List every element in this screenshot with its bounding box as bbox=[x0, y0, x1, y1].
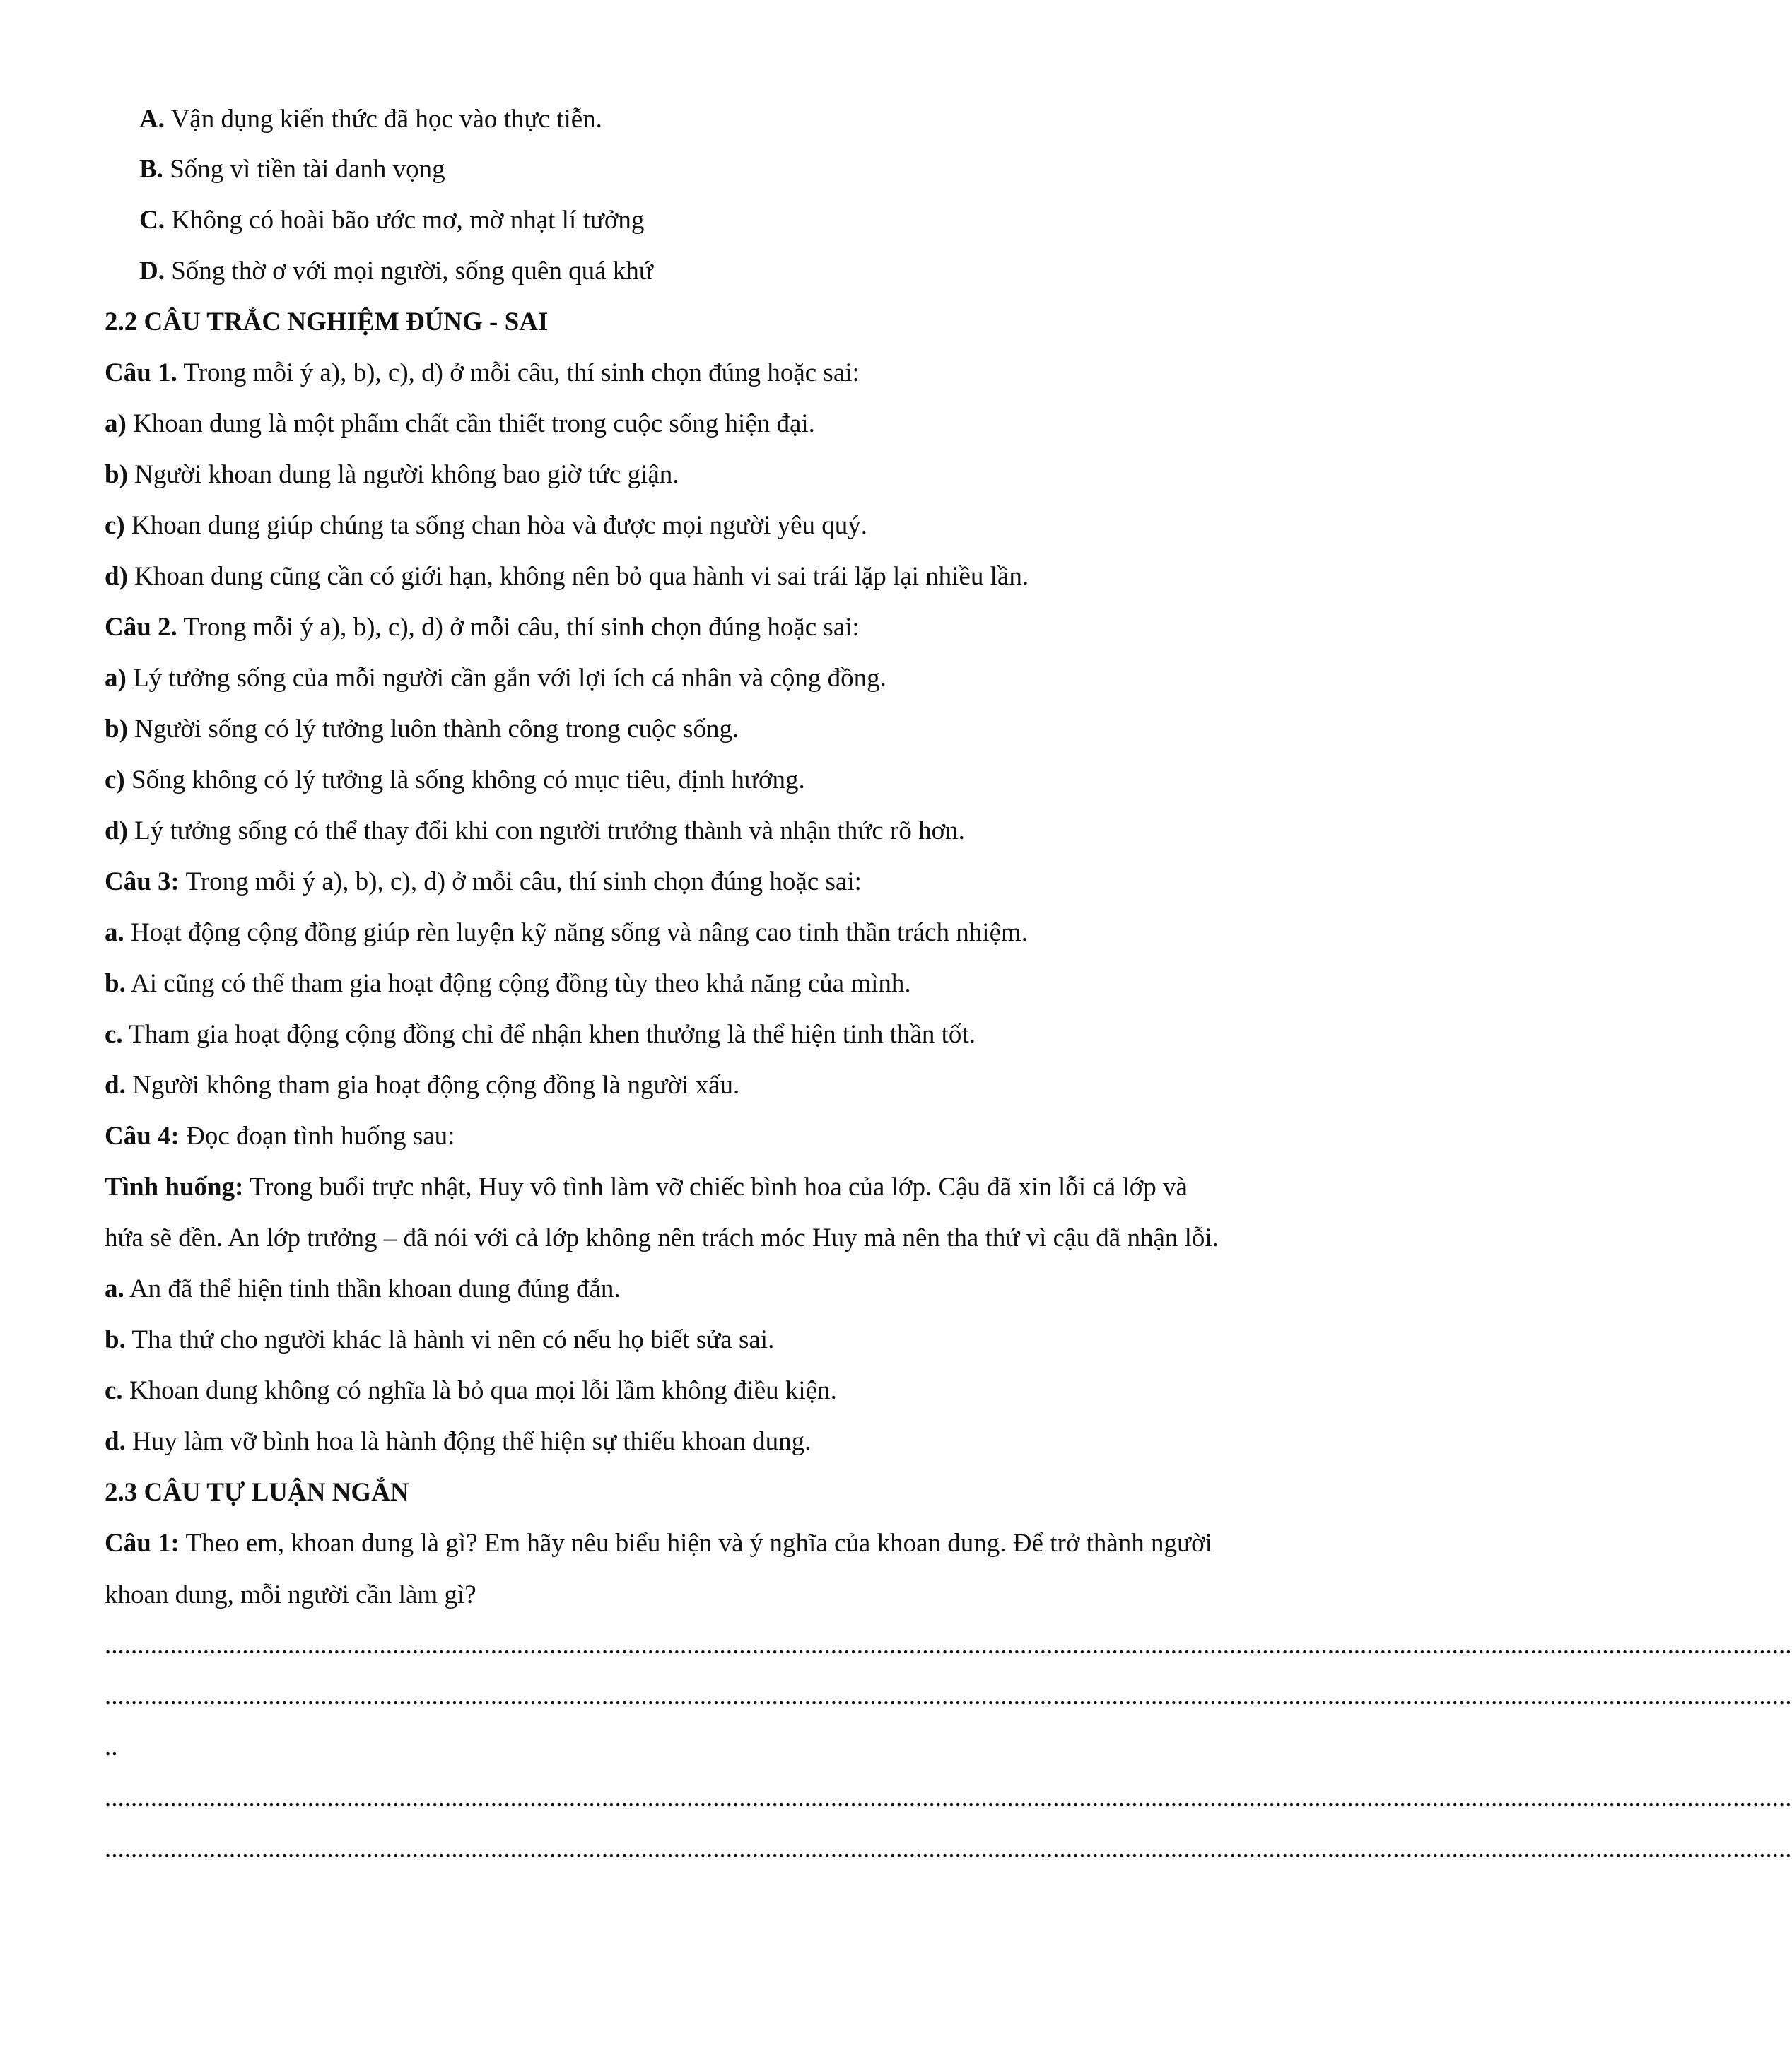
question-2-item-b: b) Người sống có lý tưởng luôn thành công trong cuộc sống. bbox=[105, 715, 739, 744]
question-4-prompt: Câu 4: Đọc đoạn tình huống sau: bbox=[105, 1122, 455, 1151]
answer-line: .................................................................................................................................................................................................................................................................. bbox=[105, 1834, 1792, 1863]
question-2-item-c: c) Sống không có lý tưởng là sống không có mục tiêu, định hướng. bbox=[105, 765, 805, 794]
answer-line: .................................................................................................................................................................................................................................................................. bbox=[105, 1783, 1792, 1812]
question-4-item-a: a. An đã thể hiện tinh thần khoan dung đúng đắn. bbox=[105, 1274, 621, 1303]
question-3-item-c: c. Tham gia hoạt động cộng đồng chỉ để nhận khen thưởng là thể hiện tinh thần tốt. bbox=[105, 1020, 976, 1049]
question-1-item-a: a) Khoan dung là một phẩm chất cần thiết trong cuộc sống hiện đại. bbox=[105, 409, 815, 438]
question-2-item-d: d) Lý tưởng sống có thể thay đổi khi con người trưởng thành và nhận thức rõ hơn. bbox=[105, 816, 965, 845]
question-1-item-c: c) Khoan dung giúp chúng ta sống chan hòa và được mọi người yêu quý. bbox=[105, 511, 868, 540]
situation-line-1: Tình huống: Trong buổi trực nhật, Huy vô tình làm vỡ chiếc bình hoa của lớp. Cậu đã xin lỗi cả lớp và bbox=[105, 1173, 1188, 1202]
question-2-prompt: Câu 2. Trong mỗi ý a), b), c), d) ở mỗi câu, thí sinh chọn đúng hoặc sai: bbox=[105, 613, 860, 642]
question-3-item-d: d. Người không tham gia hoạt động cộng đồng là người xấu. bbox=[105, 1071, 740, 1100]
question-2-item-a: a) Lý tưởng sống của mỗi người cần gắn với lợi ích cá nhân và cộng đồng. bbox=[105, 664, 886, 693]
answer-line-short: .. bbox=[105, 1732, 118, 1761]
option-c: C. Không có hoài bão ước mơ, mờ nhạt lí tưởng bbox=[139, 206, 645, 235]
essay-question-line-1: Câu 1: Theo em, khoan dung là gì? Em hãy nêu biểu hiện và ý nghĩa của khoan dung. Để trở thành người bbox=[105, 1529, 1212, 1558]
question-1-item-b: b) Người khoan dung là người không bao giờ tức giận. bbox=[105, 460, 679, 489]
answer-line: .................................................................................................................................................................................................................................................................. bbox=[105, 1681, 1792, 1710]
answer-line: .................................................................................................................................................................................................................................................................. bbox=[105, 1631, 1792, 1660]
question-3-prompt: Câu 3: Trong mỗi ý a), b), c), d) ở mỗi câu, thí sinh chọn đúng hoặc sai: bbox=[105, 867, 862, 896]
option-d: D. Sống thờ ơ với mọi người, sống quên quá khứ bbox=[139, 257, 653, 286]
situation-line-2: hứa sẽ đền. An lớp trưởng – đã nói với cả lớp không nên trách móc Huy mà nên tha thứ vì cậu đã nhận lỗi. bbox=[105, 1223, 1219, 1252]
option-b: B. Sống vì tiền tài danh vọng bbox=[139, 155, 445, 184]
question-4-item-d: d. Huy làm vỡ bình hoa là hành động thể hiện sự thiếu khoan dung. bbox=[105, 1427, 812, 1456]
option-a: A. Vận dụng kiến thức đã học vào thực tiễn. bbox=[139, 105, 602, 134]
question-4-item-b: b. Tha thứ cho người khác là hành vi nên có nếu họ biết sửa sai. bbox=[105, 1325, 775, 1354]
question-4-item-c: c. Khoan dung không có nghĩa là bỏ qua mọi lỗi lầm không điều kiện. bbox=[105, 1376, 837, 1405]
question-3-item-b: b. Ai cũng có thể tham gia hoạt động cộng đồng tùy theo khả năng của mình. bbox=[105, 969, 911, 998]
question-1-item-d: d) Khoan dung cũng cần có giới hạn, không nên bỏ qua hành vi sai trái lặp lại nhiều lần. bbox=[105, 562, 1029, 591]
question-3-item-a: a. Hoạt động cộng đồng giúp rèn luyện kỹ năng sống và nâng cao tinh thần trách nhiệm. bbox=[105, 918, 1029, 947]
essay-question-line-2: khoan dung, mỗi người cần làm gì? bbox=[105, 1580, 476, 1609]
section-heading-2-2: 2.2 CÂU TRẮC NGHIỆM ĐÚNG - SAI bbox=[105, 307, 549, 336]
question-1-prompt: Câu 1. Trong mỗi ý a), b), c), d) ở mỗi câu, thí sinh chọn đúng hoặc sai: bbox=[105, 358, 860, 387]
section-heading-2-3: 2.3 CÂU TỰ LUẬN NGẮN bbox=[105, 1478, 409, 1507]
